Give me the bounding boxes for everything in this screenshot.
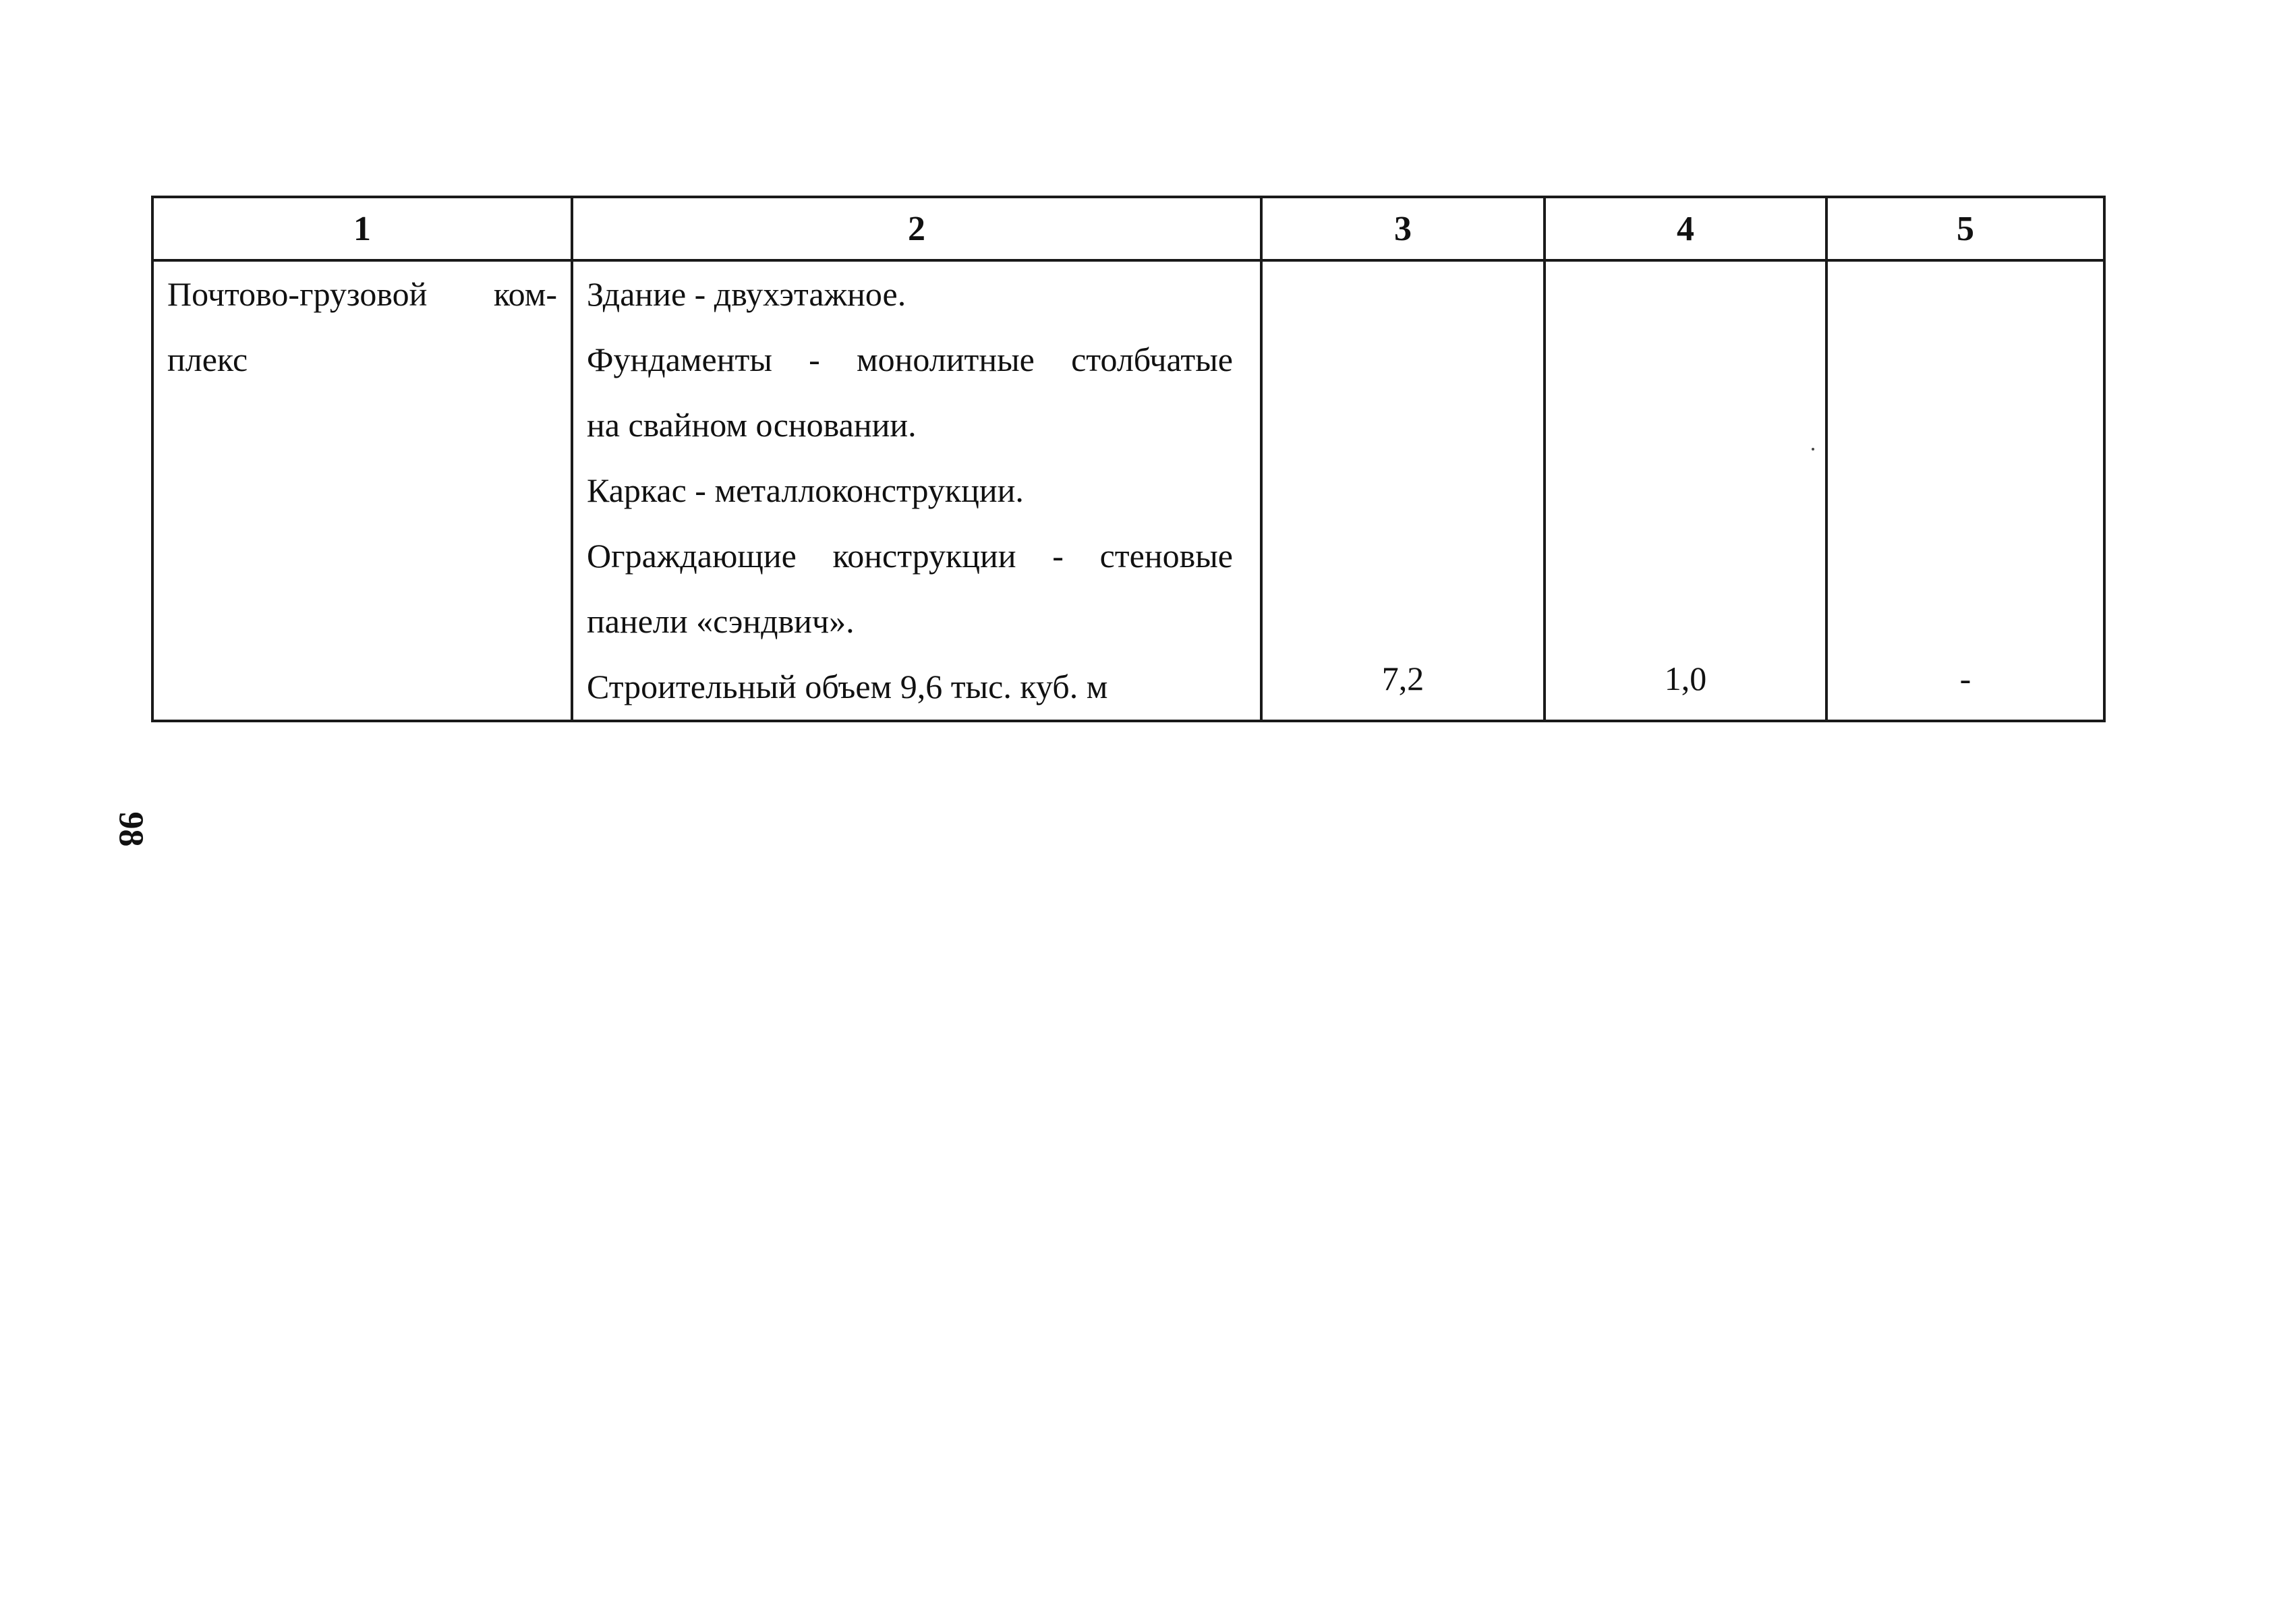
description-line: Здание - двухэтажное. [587,275,906,313]
table-header-row [152,197,2104,260]
description-cell [572,260,1261,721]
description-line: Фундаменты - монолитные столбчатые [587,341,1233,378]
table-row [152,260,2104,721]
description-line: Строительный объем 9,6 тыс. куб. м [587,668,1108,705]
header-cell-5: 5 [1826,197,2104,260]
value-col4: 1,0 [1664,660,1707,697]
scan-speck [1812,448,1814,451]
description-line: Ограждающие конструкции - стеновые [587,537,1233,575]
header-cell-4: 4 [1545,197,1826,260]
page-number: 98 [111,811,150,847]
description-line: на свайном основании. [587,406,917,444]
header-cell-3: 3 [1261,197,1545,260]
value-cell-4 [1545,260,1826,721]
value-cell-3 [1261,260,1545,721]
object-name-cell [152,260,572,721]
header-cell-2: 2 [572,197,1261,260]
value-col3: 7,2 [1381,660,1424,697]
description-line: Каркас - металлоконструкции. [587,471,1024,509]
description-line: панели «сэндвич». [587,602,855,640]
specification-table [151,196,2106,722]
value-col5: - [1959,660,1971,697]
object-name: Почтово-грузовой ком-плекс [167,275,557,378]
description-text [573,262,1260,720]
value-cell-5 [1826,260,2104,721]
header-cell-1: 1 [152,197,572,260]
